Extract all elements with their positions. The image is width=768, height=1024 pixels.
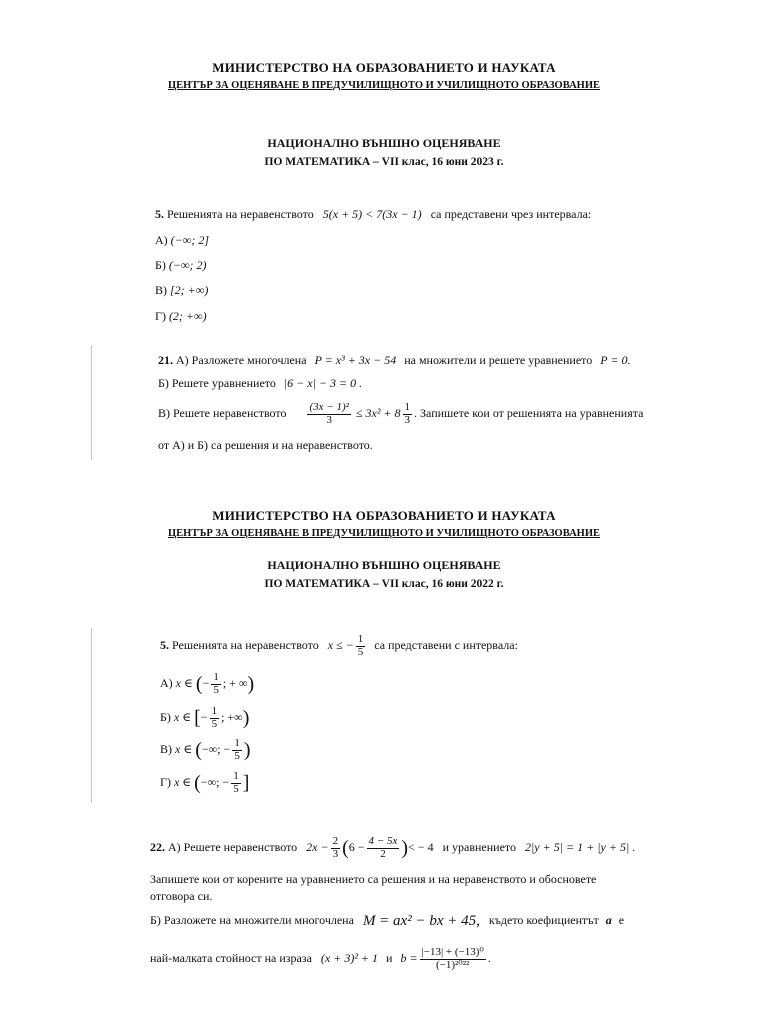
q22-b-blhs: b =: [400, 950, 418, 965]
q21-b-formula: |6 − x| − 3 = 0 .: [283, 376, 363, 390]
ministry-title-1: МИНИСТЕРСТВО НА ОБРАЗОВАНИЕТО И НАУКАТА: [212, 60, 556, 75]
fraction-denominator: 3: [326, 413, 332, 426]
center-title-2: ЦЕНТЪР ЗА ОЦЕНЯВАНЕ В ПРЕДУЧИЛИЩНОТО И УЧИЛИЩНОТО ОБРАЗОВАНИЕ: [168, 528, 600, 539]
q5-2022-number: 5.: [160, 637, 169, 652]
q5-2022-option-c: [160, 738, 251, 762]
close-bracket: ): [243, 739, 251, 762]
q22-b-text4: най-малката стойност на израза: [150, 950, 312, 965]
open-bracket: (: [194, 772, 201, 795]
q22-a-fraction1: [331, 836, 341, 860]
margin-bar: [91, 345, 92, 460]
q22-a-text1: Решете неравенството: [183, 839, 298, 854]
q21-c-text1: Решете неравенството: [173, 405, 287, 420]
fraction-denominator: 5: [213, 683, 219, 696]
fraction-numerator: 2: [332, 835, 339, 847]
option-pre: −: [202, 675, 210, 690]
option-value: (−∞; 2]: [170, 233, 209, 247]
q21-c-fraction2: [403, 402, 413, 426]
option-fraction: [211, 672, 221, 696]
q22-a-text2: и уравнението: [442, 839, 516, 854]
q22-b-formula: M = ax² − bx + 45,: [362, 912, 480, 929]
q22-b-fraction: [420, 947, 486, 971]
q5-2022-option-b: [160, 706, 249, 730]
option-label: Г): [160, 774, 171, 789]
subject-title-1: ПО МАТЕМАТИКА – VII клас, 16 юни 2023 г.: [264, 156, 504, 168]
fraction-denominator: 5: [357, 645, 364, 658]
q21-a-formula2: P = 0.: [600, 353, 631, 367]
q22-a-f2: 6 −: [348, 839, 365, 854]
fraction-denominator: (−1)²⁰²²: [436, 958, 470, 971]
q22-a-fraction2: [367, 836, 400, 860]
q22-a-text4: отговора си.: [150, 889, 213, 903]
fraction-numerator: 1: [211, 705, 218, 717]
q21-c-text3: от А) и Б) са решения и на неравенството.: [158, 438, 373, 452]
q5-2023-text-after: са представени чрез интервала:: [430, 207, 592, 221]
option-pre: −∞; −: [200, 774, 230, 789]
q22-b-label: Б): [150, 913, 161, 927]
margin-bar: [91, 628, 92, 803]
option-post: ; +∞: [221, 709, 243, 724]
q22-b-end: .: [487, 950, 491, 965]
option-post: ; + ∞: [222, 675, 248, 690]
q21-number: 21.: [158, 353, 173, 367]
q21-c-middle: ≤ 3x² + 8: [355, 405, 401, 420]
option-label: А): [160, 675, 173, 690]
option-label: Б): [155, 258, 166, 272]
fraction-denominator: 3: [332, 847, 339, 860]
q22-b-text1: Разложете на множители многочлена: [163, 913, 354, 927]
option-fraction: [231, 771, 241, 795]
option-pre: −∞; −: [201, 741, 231, 756]
subject-title-2: ПО МАТЕМАТИКА – VII клас, 16 юни 2022 г.: [264, 578, 504, 590]
q5-2023-number: 5.: [155, 207, 164, 221]
q5-2023-formula: 5(x + 5) < 7(3x − 1): [322, 207, 422, 221]
exam-title-2: НАЦИОНАЛНО ВЪНШНО ОЦЕНЯВАНЕ: [267, 558, 501, 572]
fraction-denominator: 5: [233, 782, 239, 795]
q22-a-f1: 2x −: [306, 839, 329, 854]
q22-b-expr: (x + 3)² + 1: [320, 950, 379, 965]
option-label: А): [155, 233, 168, 247]
fraction-numerator: 1: [233, 770, 239, 782]
q22-number: 22.: [150, 839, 165, 854]
q21-c-label: В): [158, 405, 170, 420]
option-value: (−∞; 2): [168, 258, 207, 272]
option-prefix: x ∈: [175, 741, 193, 756]
q5-2022-option-a: [160, 672, 254, 696]
q21-a-text1: Разложете многочлена: [191, 353, 307, 367]
q5-2022-option-d: [160, 771, 249, 795]
q22-part-a: 22. А) Решете неравенството 2x − $\frac{2}{3}$ (6 − $\frac{4 - 5x}{2}$ )< − 4 и уравнението 2|y + 5| = 1 + |y + 5| .: [150, 835, 636, 860]
q5-2023-option-d: [155, 309, 207, 324]
option-fraction: [232, 738, 242, 762]
q5-2023-option-a: [155, 233, 209, 248]
option-pre: −: [200, 709, 208, 724]
q21-part-c: [158, 402, 643, 426]
fraction-numerator: (3x − 1)²: [309, 401, 349, 413]
option-fraction: [210, 706, 220, 730]
fraction-numerator: 1: [404, 401, 411, 413]
q21-b-text: Решете уравнението: [171, 376, 276, 390]
fraction-denominator: 5: [211, 717, 218, 730]
option-value: (2; +∞): [168, 309, 207, 323]
q5-2022-formula-lhs: x ≤ −: [327, 637, 354, 652]
q5-2022-stem: [160, 634, 518, 658]
q21-c-text2: . Запишете кои от решенията на уравненията: [414, 405, 644, 420]
close-bracket: ): [247, 673, 255, 696]
fraction-denominator: 2: [380, 847, 386, 860]
fraction-numerator: 1: [357, 633, 364, 645]
q21-part-b: [158, 376, 362, 391]
q21-part-c-cont: [158, 438, 373, 453]
q21-b-label: Б): [158, 376, 169, 390]
option-prefix: x ∈: [173, 709, 192, 724]
fraction-numerator: 1: [213, 671, 219, 683]
q21-a-text2: на множители и решете уравнението: [404, 353, 593, 367]
fraction-denominator: 3: [404, 413, 411, 426]
q5-2023-stem: [155, 207, 591, 222]
exam-title-1: НАЦИОНАЛНО ВЪНШНО ОЦЕНЯВАНЕ: [267, 136, 501, 150]
q22-part-b-cont: [150, 947, 491, 971]
center-title-1: ЦЕНТЪР ЗА ОЦЕНЯВАНЕ В ПРЕДУЧИЛИЩНОТО И УЧИЛИЩНОТО ОБРАЗОВАНИЕ: [168, 80, 600, 91]
option-label: В): [160, 741, 172, 756]
q22-a-f3: < − 4: [408, 839, 434, 854]
q5-2022-text-before: Решенията на неравенството: [172, 637, 319, 652]
q22-b-text2: където коефициентът: [488, 913, 599, 927]
open-bracket: (: [195, 739, 202, 762]
q5-2022-text-after: са представени с интервала:: [374, 637, 518, 652]
q21-a-formula: P = x³ + 3x − 54: [314, 353, 397, 367]
option-label: В): [155, 283, 167, 297]
q21-c-fraction: [307, 402, 350, 426]
close-bracket: ]: [242, 772, 250, 795]
q22-a-formula: 2|y + 5| = 1 + |y + 5| .: [525, 839, 636, 854]
q5-2023-option-c: [155, 283, 208, 298]
q22-b-coef-a: a: [605, 913, 612, 927]
q5-2022-fraction: [356, 634, 366, 658]
q22-a-text3: Запишете кои от корените на уравнението са решения и на неравенството и обосновете: [150, 872, 597, 886]
close-bracket: ): [242, 707, 250, 730]
fraction-numerator: 4 − 5x: [368, 835, 398, 847]
fraction-numerator: |−13| + (−13)⁰: [421, 946, 484, 958]
option-prefix: x ∈: [175, 675, 193, 690]
fraction-denominator: 5: [234, 749, 240, 762]
option-label: Г): [155, 309, 166, 323]
q22-b-text3: е: [618, 913, 625, 927]
fraction-numerator: 1: [234, 737, 240, 749]
q22-b-and: и: [386, 950, 393, 965]
q22-a-label: А): [168, 839, 181, 854]
option-value: [2; +∞): [170, 283, 209, 297]
option-label: Б): [160, 709, 171, 724]
open-bracket: [: [194, 707, 201, 730]
q22-part-b: [150, 913, 624, 929]
q5-2023-text-before: Решенията на неравенството: [167, 207, 314, 221]
q22-part-a-cont1: [150, 872, 596, 887]
q21-part-a: [158, 353, 630, 368]
ministry-title-2: МИНИСТЕРСТВО НА ОБРАЗОВАНИЕТО И НАУКАТА: [212, 508, 556, 523]
q22-part-a-cont2: [150, 889, 212, 904]
q5-2023-option-b: [155, 258, 207, 273]
option-prefix: x ∈: [173, 774, 192, 789]
open-bracket: (: [195, 673, 203, 696]
q21-a-label: А): [176, 353, 189, 367]
